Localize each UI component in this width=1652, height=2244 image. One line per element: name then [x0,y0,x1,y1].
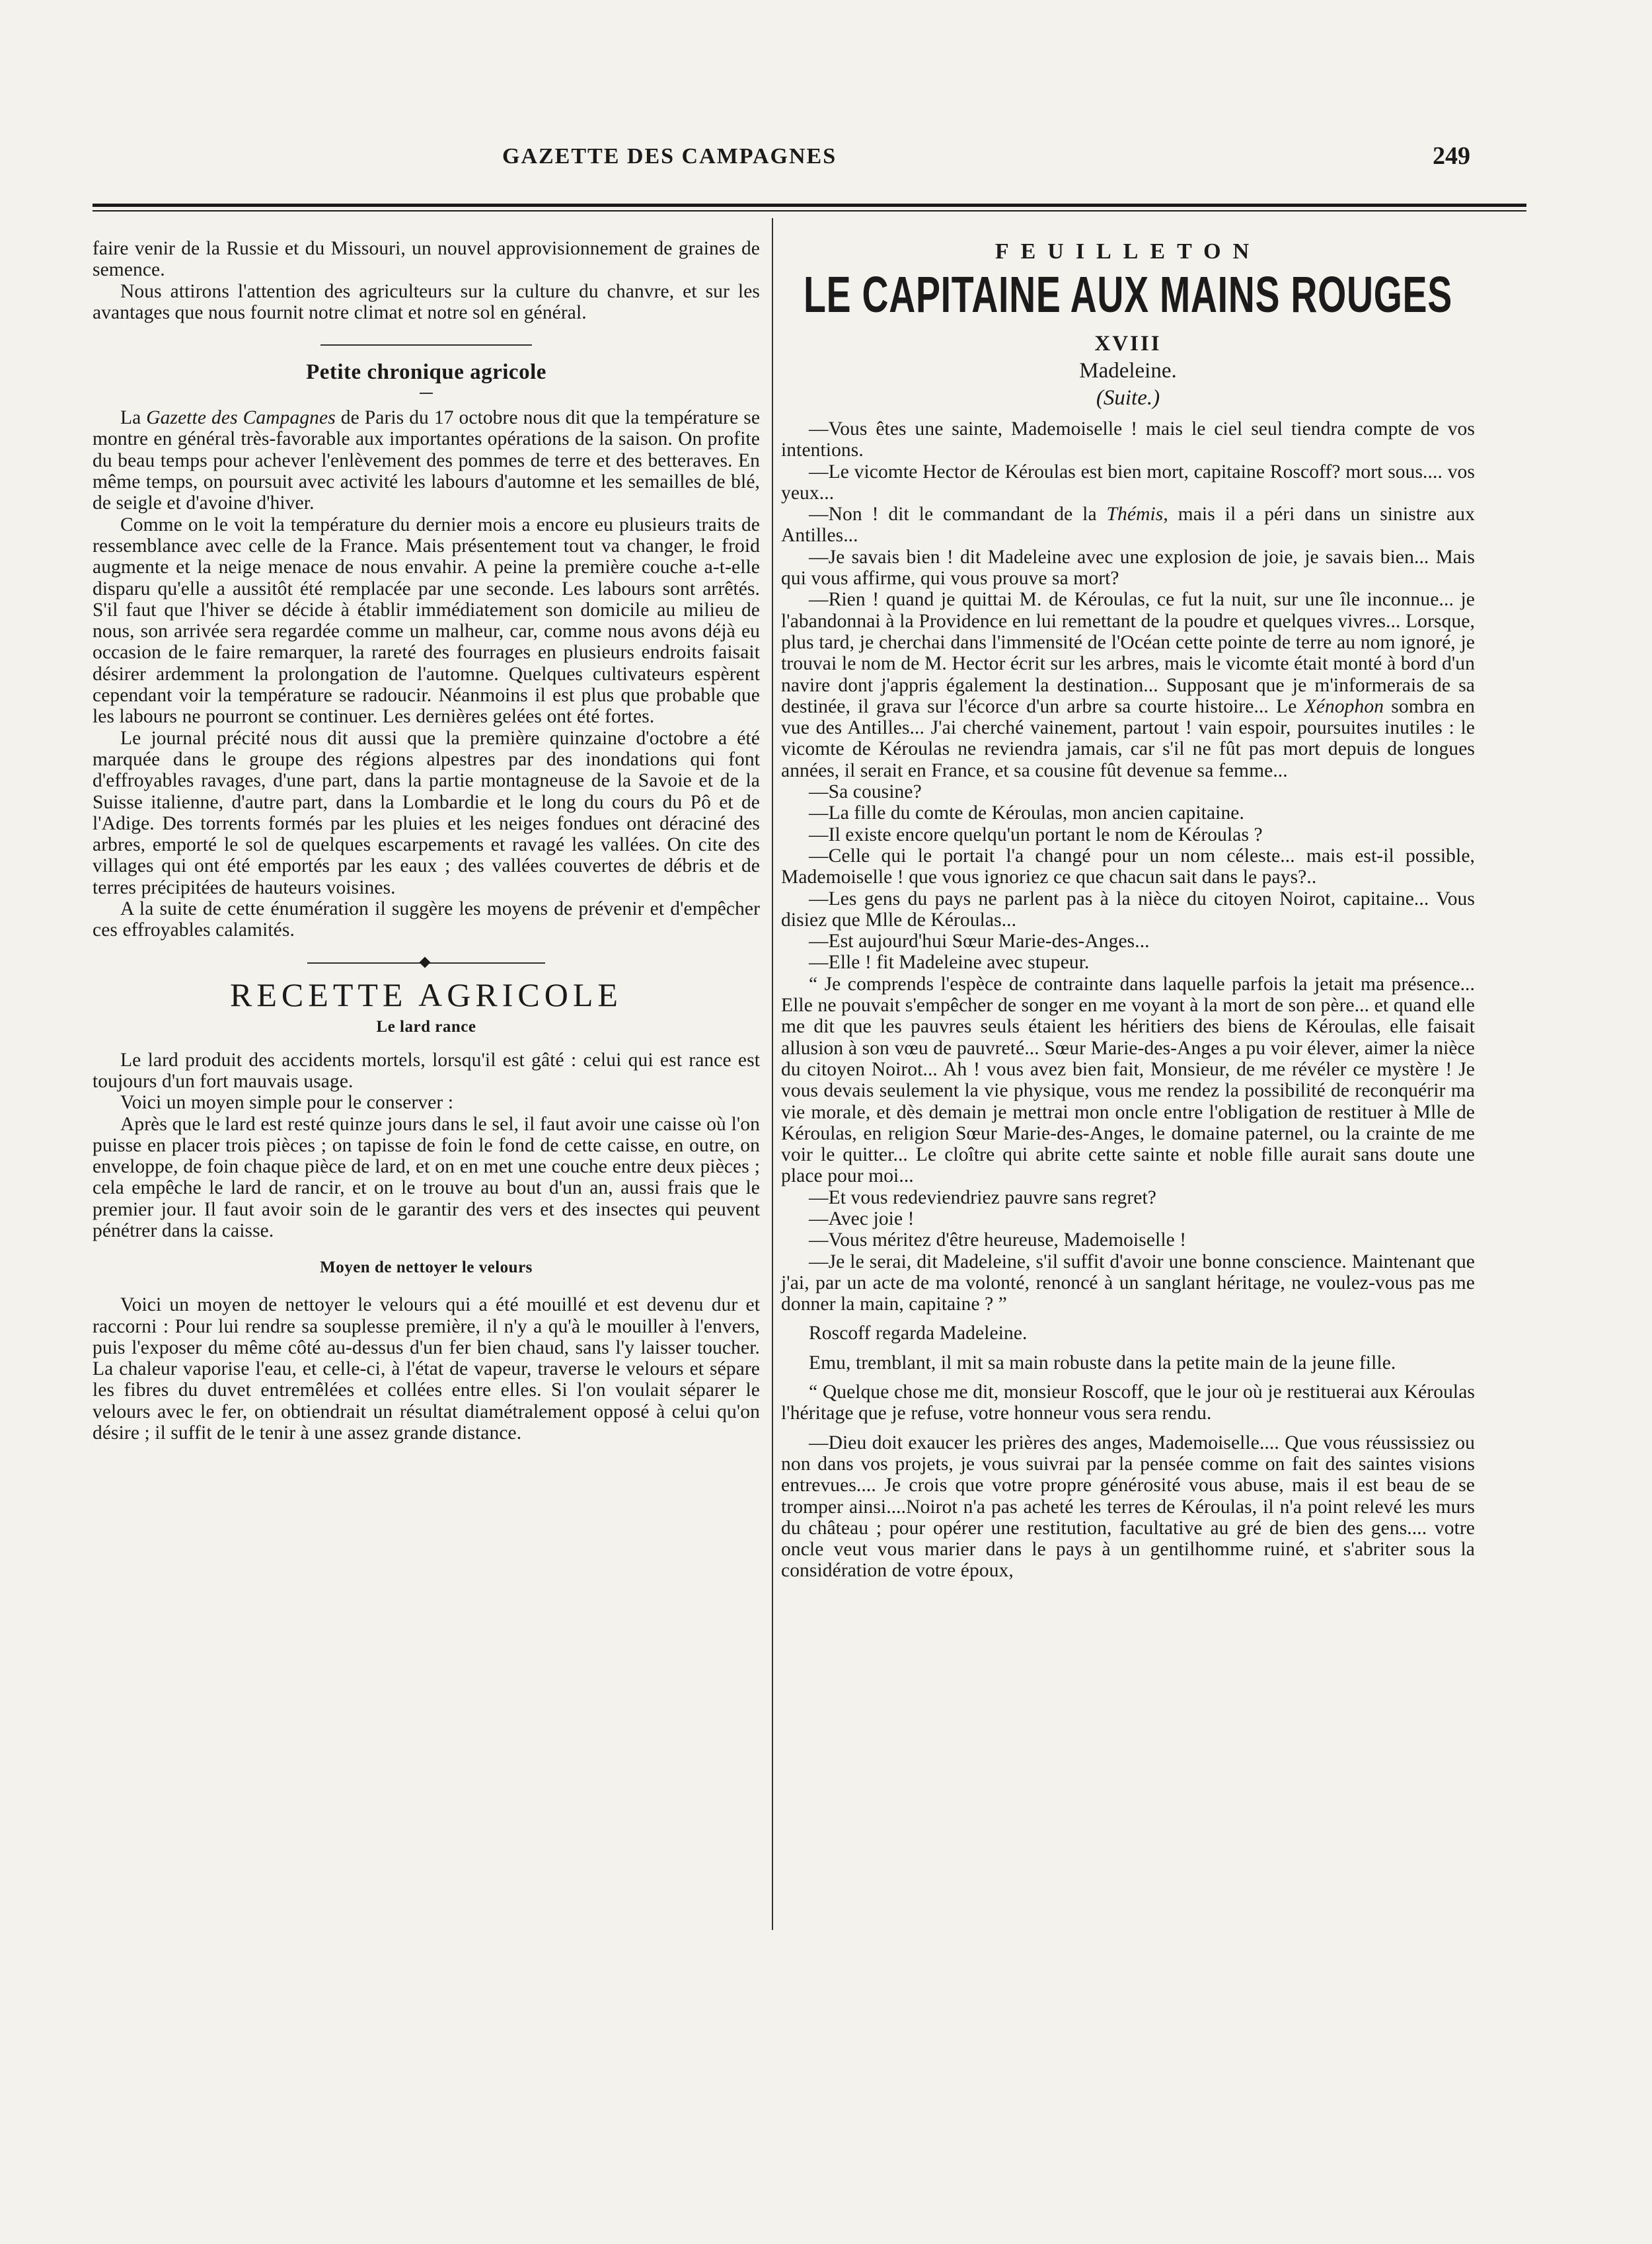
novel-paragraph: —Dieu doit exaucer les prières des anges, Mademoiselle.... Que vous réussissiez ou non dans vos projets, je vous suivrai par la pensée comme on fait des saintes visions entrevues.... Je crois que votre propre générosité vous abuse, mais il est beau de se tromper ainsi....Noirot n'a pas acheté les terres de Kéroulas, il n'a point relevé les murs du château ; pour opérer une restitution, facultative au gré de bien des gens.... votre oncle veut vous marier dans le pays à un gentilhomme ruiné, et s'abriter sous la considération de votre époux, [781,1432,1475,1582]
lard-title: Le lard rance [376,1017,476,1036]
novel-paragraph: —Non ! dit le commandant de la Thémis, mais il a péri dans un sinistre aux Antilles... [781,504,1475,547]
intro-paragraph: Nous attirons l'attention des agriculteurs sur la culture du chanvre, et sur les avantages que nous fournit notre climat et notre sol en général. [93,280,760,323]
novel-paragraph: —La fille du comte de Kéroulas, mon ancien capitaine. [809,802,1244,824]
ornament-rule [307,962,545,964]
title-dash [420,393,433,394]
recette-title: RECETTE AGRICOLE [230,976,622,1013]
page-number: 249 [1433,142,1470,170]
novel-title: LE CAPITAINE AUX MAINS ROUGES [804,266,1452,323]
novel-paragraph: —Il existe encore quelqu'un portant le nom de Kéroulas ? [809,824,1263,845]
column-divider [772,218,773,1930]
chronique-paragraph: La Gazette des Campagnes de Paris du 17 octobre nous dit que la température se montre en général très-favorable aux importantes opérations de la saison. On profite du beau temps pour achever l'enlèvement des pommes de terre et des betteraves. En même temps, on poursuit avec activité les labours d'automne et les semailles de blé, de seigle et d'avoine d'hiver. [93,407,761,514]
lard-paragraph: Voici un moyen simple pour le conserver : [120,1092,454,1114]
right-column [781,239,1475,1582]
chronique-paragraph: Comme on le voit la température du dernier mois a encore eu plusieurs traits de ressemblance avec celle de la France. Mais présentement tout va changer, le froid augmente et la neige menace de nous envahir. A peine la première couche a-t-elle disparu qu'elle a aussitôt été remplacée par une seconde. Les labours sont arrêtés. S'il faut que l'hiver se décide à établir immédiatement son domicile au milieu de nous, son arrivée sera regardée comme un malheur, car, comme nous avons déjà eu occasion de le faire remarquer, la rareté des fourrages en plusieurs endroits faisait désirer ardemment la prolongation de l'automne. Quelques cultivateurs espèrent cependant voir la température se radoucir. Néanmoins il est plus que probable que les labours ne pourront se continuer. Les dernières gelées ont été fortes. [93,514,760,728]
section-rule [320,344,532,346]
novel-paragraph: —Le vicomte Hector de Kéroulas est bien mort, capitaine Roscoff? mort sous.... vos yeux... [781,461,1475,504]
header-rule-top [93,204,1526,207]
feuilleton-heading: FEUILLETON [995,239,1261,264]
suite-note: (Suite.) [1096,386,1160,410]
chapter-number: XVIII [1094,332,1162,356]
chronique-paragraph: A la suite de cette énumération il suggère les moyens de prévenir et d'empêcher ces effroyables calamités. [93,898,760,941]
novel-paragraph: —Celle qui le portait l'a changé pour un nom céleste... mais est-il possible, Mademoiselle ! que vous ignoriez ce que chacun sait dans le pays?.. [781,845,1475,888]
lard-paragraph: Le lard produit des accidents mortels, lorsqu'il est gâté : celui qui est rance est toujours d'un fort mauvais usage. [93,1049,760,1092]
lard-paragraph: Après que le lard est resté quinze jours dans le sel, il faut avoir une caisse où l'on puisse en placer trois pièces ; on tapisse de foin le fond de cette caisse, en outre, on enveloppe, de foin chaque pièce de lard, et on en met une couche entre deux pièces ; cela empêche le lard de rancir, et on le trouve au bout d'un an, aussi frais que le premier jour. Il faut avoir soin de le garantir des vers et des insectes qui peuvent pénétrer dans la caisse. [93,1113,760,1241]
novel-paragraph: —Sa cousine? [809,781,922,803]
header-rule-bottom [93,210,1526,212]
novel-paragraph: —Je savais bien ! dit Madeleine avec une explosion de joie, je savais bien... Mais qui vous affirme, qui vous prouve sa mort? [781,546,1475,590]
diamond-ornament [420,956,431,968]
novel-paragraph: —Et vous redeviendriez pauvre sans regret? [809,1186,1156,1208]
novel-paragraph: —Vous méritez d'être heureuse, Mademoiselle ! [809,1229,1187,1251]
novel-paragraph: —Elle ! fit Madeleine avec stupeur. [809,952,1090,974]
novel-paragraph: “ Quelque chose me dit, monsieur Roscoff, que le jour où je restituerai aux Kéroulas l'héritage que je refuse, votre honneur vous sera rendu. [781,1381,1475,1424]
left-column [93,238,760,1444]
novel-paragraph: —Vous êtes une sainte, Mademoiselle ! mais le ciel seul tiendra compte de vos intentions. [781,418,1475,461]
novel-paragraph: —Je le serai, dit Madeleine, s'il suffit d'avoir une bonne conscience. Maintenant que j'ai, par un acte de ma volonté, renoncé à un sanglant héritage, ne voulez-vous pas me donner la main, capitaine ? ” [781,1251,1475,1315]
gazette-title-italic: Gazette des Campagnes [146,407,336,429]
novel-paragraph: —Avec joie ! [809,1208,915,1229]
ship-name-italic: Xénophon [1304,695,1384,717]
novel-paragraph: —Les gens du pays ne parlent pas à la nièce du citoyen Noirot, capitaine... Vous disiez que Mlle de Kéroulas... [781,888,1475,931]
novel-paragraph: Emu, tremblant, il mit sa main robuste dans la petite main de la jeune fille. [809,1352,1396,1373]
novel-paragraph: “ Je comprends l'espèce de contrainte dans laquelle parfois la jetait ma présence... Elle ne pouvait s'empêcher de songer en me voyant à la mort de son père... et quand elle me dit que les pauvres seuls étaient les héritiers des biens de Kéroulas, elle faisait allusion à son vœu de pauvreté... Sœur Marie-des-Anges a pu voir élever, aimer la nièce du citoyen Noirot... Ah ! vous avez bien fait, Monsieur, de me révéler ce mystère ! Je vous devais seulement la vie physique, vous me rendez la possibilité de reconquérir ma vie morale, et dès demain je mettrai mon oncle entre l'obligation de restituer à Mlle de Kéroulas, en religion Sœur Marie-des-Anges, le domaine paternel, ou la crainte de me voir le quitter... Le cloître qui abrite cette sainte et noble fille aurait sans doute une place pour moi... [781,973,1475,1187]
novel-paragraph: —Est aujourd'hui Sœur Marie-des-Anges... [809,931,1150,952]
ship-name-italic: Thémis [1106,504,1164,525]
novel-paragraph: Roscoff regarda Madeleine. [809,1323,1028,1344]
intro-paragraph: faire venir de la Russie et du Missouri, un nouvel approvisionnement de graines de semence. [93,238,760,281]
chronique-paragraph: Le journal précité nous dit aussi que la première quinzaine d'octobre a été marquée dans le groupe des régions alpestres par des inondations qui font d'effroyables ravages, d'une part, dans la partie montagneuse de la Savoie et de la Suisse italienne, d'autre part, dans la Lombardie et le long du cours du Pô et de l'Adige. Des torrents formés par les pluies et les neiges fondues ont déraciné des arbres, emporté le sol de quelques escarpements et ravagé les vallées. On cite des villages qui ont été emportés par les eaux ; des vallées couvertes de débris et de terres précipitées de hauteurs voisines. [93,727,760,898]
chronique-title: Petite chronique agricole [306,360,546,385]
velours-paragraph: Voici un moyen de nettoyer le velours qui a été mouillé et est devenu dur et raccorni : Pour lui rendre sa souplesse première, il n'y a qu'à le mouiller à l'envers, puis l'exposer du même côté au-dessus d'un fer bien chaud, sans l'y laisser toucher. La chaleur vaporise l'eau, et celle-ci, à l'état de vapeur, traverse le velours et sépare les fibres du duvet entremêlées et collées entre elles. Si l'on voulait séparer le velours avec le fer, on obtiendrait un résultat diamétralement opposé à celui qu'on désire ; il suffit de le tenir à une assez grande distance. [93,1294,760,1444]
novel-paragraph: —Rien ! quand je quittai M. de Kéroulas, ce fut la nuit, sur une île inconnue... je l'abandonnai à la Providence en lui remettant de la poudre et quelques vivres... Lorsque, plus tard, je cherchai dans l'immensité de l'Océan cette pointe de terre au nom ignoré, je trouvai le nom de M. Hector écrit sur les arbres, mais le vicomte était monté à bord d'un navire dont j'appris également la destination... Supposant que je m'informerais de sa destinée, il grava sur l'écorce d'un arbre sa courte histoire... Le Xénophon sombra en vue des Antilles... J'ai cherché vainement, partout ! vain espoir, poursuites inutiles : le vicomte de Kéroulas ne reviendra jamais, car s'il ne fût pas mort depuis de longues années, il serait en France, et sa cousine fût devenue sa femme... [781,589,1475,781]
chapter-title: Madeleine. [1079,359,1177,383]
running-head: GAZETTE DES CAMPAGNES [502,144,837,169]
velours-title: Moyen de nettoyer le velours [320,1258,533,1277]
